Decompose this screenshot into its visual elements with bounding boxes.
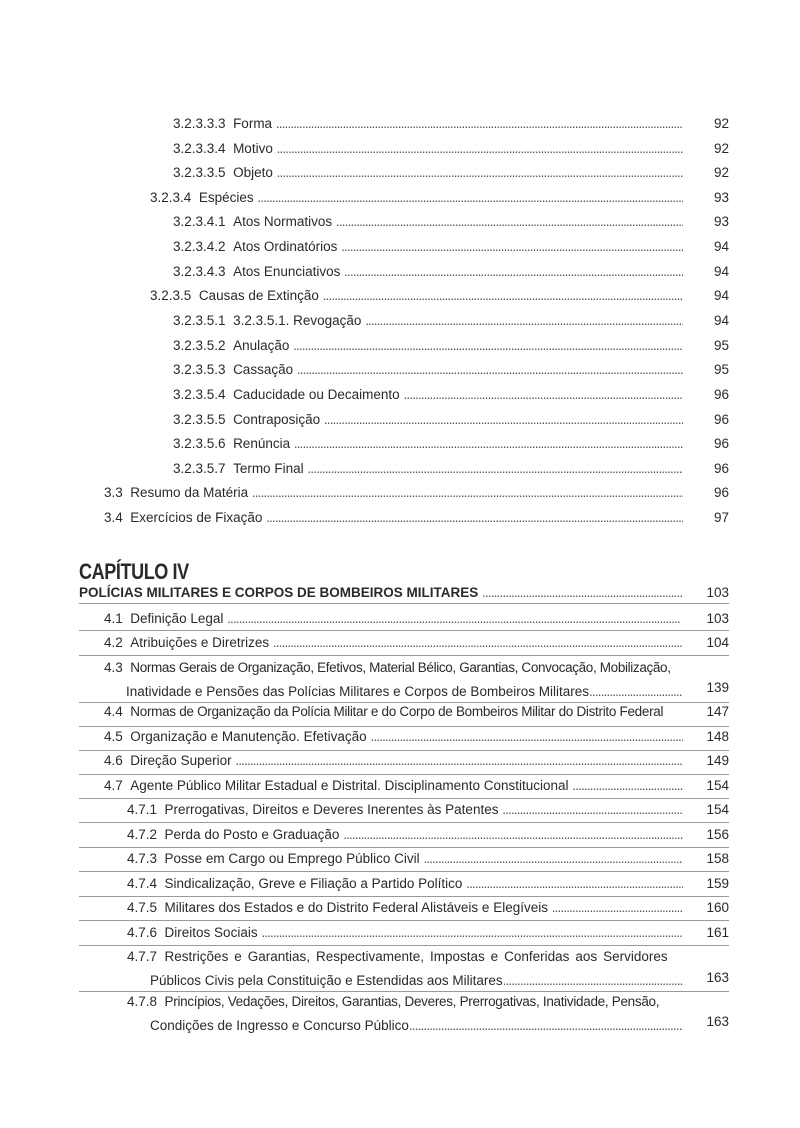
entry-number: 3.2.3.5.5 [173,412,226,427]
toc-entry [104,774,683,798]
toc-entry [173,432,683,456]
entry-page: 92 [713,116,729,131]
entry-title: Exercícios de Fixação [130,510,263,525]
divider [79,603,729,604]
toc-entry [127,847,683,871]
entry-number: 4.7 [104,778,123,793]
toc-entry [173,210,683,234]
entry-title: Resumo da Matéria [130,485,249,500]
toc-entry [173,457,683,481]
entry-title: Restrições e Garantias, Respectivamente, Impostas e Conferidas aos Servidores [164,949,668,964]
entry-number: 3.2.3.3.5 [173,165,226,180]
entry-number: 3.2.3.5.4 [173,387,226,402]
entry-number: 4.2 [104,635,123,650]
toc-entry [104,700,683,724]
toc-entry [150,186,683,210]
entry-page: 160 [706,900,729,915]
entry-number: 3.2.3.4.2 [173,239,226,254]
entry-page: 96 [713,461,729,476]
entry-page: 95 [713,362,729,377]
entry-title: Perda do Posto e Graduação [164,827,340,842]
toc-entry [127,896,683,920]
toc-entry [127,945,683,993]
entry-page: 94 [713,313,729,328]
entry-page: 103 [706,585,729,600]
toc-entry [127,798,683,822]
entry-number: 4.1 [104,611,123,626]
entry-title: 3.2.3.5.1. Revogação [233,313,362,328]
entry-page: 96 [713,387,729,402]
entry-title: Organização e Manutenção. Efetivação [130,729,367,744]
entry-title: Direção Superior [130,753,232,768]
toc-entry [104,506,683,530]
toc-entry [104,481,683,505]
entry-number: 4.7.4 [127,876,158,891]
entry-number: 3.2.3.3.3 [173,116,226,131]
entry-number: 4.6 [104,753,123,768]
entry-number: 4.7.1 [127,802,158,817]
entry-number: 3.2.3.4 [150,190,192,205]
entry-title: Motivo [233,141,273,156]
entry-page: 103 [706,611,729,626]
toc-entry [127,872,683,896]
entry-page: 139 [706,680,729,695]
entry-page: 158 [706,851,729,866]
toc-entry [104,749,683,773]
toc-entry [173,260,683,284]
entry-title: Atribuições e Diretrizes [130,635,270,650]
chapter-title-entry [79,581,683,605]
toc-entry [173,235,683,259]
entry-number: 4.7.2 [127,827,158,842]
entry-number: 3.2.3.5.1 [173,313,226,328]
entry-page: 163 [706,1014,729,1029]
entry-page: 94 [713,264,729,279]
entry-number: 4.5 [104,729,123,744]
entry-title: Cassação [233,362,294,377]
entry-page: 154 [706,802,729,817]
entry-page: 148 [706,729,729,744]
entry-title: Posse em Cargo ou Emprego Público Civil [164,851,420,866]
entry-title: Caducidade ou Decaimento [233,387,400,402]
entry-page: 97 [713,510,729,525]
entry-page: 93 [713,214,729,229]
entry-page: 94 [713,239,729,254]
entry-number: 4.4 [104,704,123,719]
entry-title: Agente Público Militar Estadual e Distrital. Disciplinamento Constitucional [130,778,569,793]
entry-number: 3.2.3.5 [150,288,192,303]
entry-number: 4.3 [104,660,123,675]
entry-page: 159 [706,876,729,891]
entry-page: 96 [713,412,729,427]
entry-number: 3.2.3.5.2 [173,338,226,353]
entry-page: 161 [706,925,729,940]
entry-title: Sindicalização, Greve e Filiação a Partido Político [164,876,463,891]
entry-number: 3.2.3.4.3 [173,264,226,279]
entry-title: Forma [233,116,273,131]
entry-number: 3.2.3.3.4 [173,141,226,156]
entry-page: 156 [706,827,729,842]
entry-title: Causas de Extinção [198,288,319,303]
entry-number: 4.7.5 [127,900,158,915]
toc-entry [104,725,683,749]
toc-entry [173,334,683,358]
entry-title: Termo Final [233,461,304,476]
entry-page: 95 [713,338,729,353]
entry-title: Militares dos Estados e do Distrito Federal Alistáveis e Elegíveis [164,900,548,915]
entry-title-cont: Inatividade e Pensões das Polícias Militares e Corpos de Bombeiros Militares [126,684,589,699]
toc-entry [173,309,683,333]
toc-entry [173,161,683,185]
entry-number: 3.4 [104,510,123,525]
entry-title: Prerrogativas, Direitos e Deveres Inerentes às Patentes [164,802,499,817]
toc-entry [104,656,683,704]
entry-title: Contraposição [233,412,321,427]
entry-title: Princípios, Vedações, Direitos, Garantias, Deveres, Prerrogativas, Inatividade, Pensão, [164,994,660,1009]
entry-title: Direitos Sociais [164,925,258,940]
entry-title-cont: Públicos Civis pela Constituição e Estendidas aos Militares [150,973,503,988]
entry-title: Normas de Organização da Polícia Militar e do Corpo de Bombeiros Militar do Distrito Federal [130,704,664,719]
entry-number: 4.7.8 [127,994,158,1009]
entry-page: 92 [713,165,729,180]
entry-number: 3.2.3.5.6 [173,436,226,451]
entry-title: Definição Legal [130,611,224,626]
entry-page: 92 [713,141,729,156]
toc-entry [127,823,683,847]
toc-entry [104,631,683,655]
toc-entry [173,408,683,432]
entry-page: 104 [706,635,729,650]
entry-number: 3.2.3.5.7 [173,461,226,476]
entry-title: Objeto [233,165,273,180]
entry-title: Anulação [233,338,290,353]
toc-entry [173,112,683,136]
entry-title: Normas Gerais de Organização, Efetivos, Material Bélico, Garantias, Convocação, Mobilização, [130,660,671,675]
entry-number: 3.2.3.5.3 [173,362,226,377]
entry-page: 93 [713,190,729,205]
toc-entry [127,921,683,945]
toc-entry [173,358,683,382]
chapter-label: CAPÍTULO IV [79,559,189,584]
entry-title-cont: Condições de Ingresso e Concurso Público [150,1018,409,1033]
entry-title: Atos Normativos [233,214,333,229]
entry-page: 154 [706,778,729,793]
entry-page: 94 [713,288,729,303]
chapter-title: POLÍCIAS MILITARES E CORPOS DE BOMBEIROS MILITARES [79,585,479,600]
entry-page: 96 [713,436,729,451]
entry-title: Renúncia [233,436,291,451]
entry-page: 149 [706,753,729,768]
entry-title: Atos Enunciativos [233,264,341,279]
entry-page: 147 [706,704,729,719]
entry-number: 4.7.7 [127,949,158,964]
entry-number: 4.7.3 [127,851,158,866]
toc-entry [173,137,683,161]
toc-entry [104,607,683,631]
entry-title: Espécies [198,190,254,205]
entry-page: 96 [713,485,729,500]
toc-entry [150,284,683,308]
entry-number: 3.2.3.4.1 [173,214,226,229]
toc-entry [173,383,683,407]
toc-entry [127,990,683,1038]
entry-number: 4.7.6 [127,925,158,940]
entry-title: Atos Ordinatórios [233,239,338,254]
entry-page: 163 [706,970,729,985]
entry-number: 3.3 [104,485,123,500]
